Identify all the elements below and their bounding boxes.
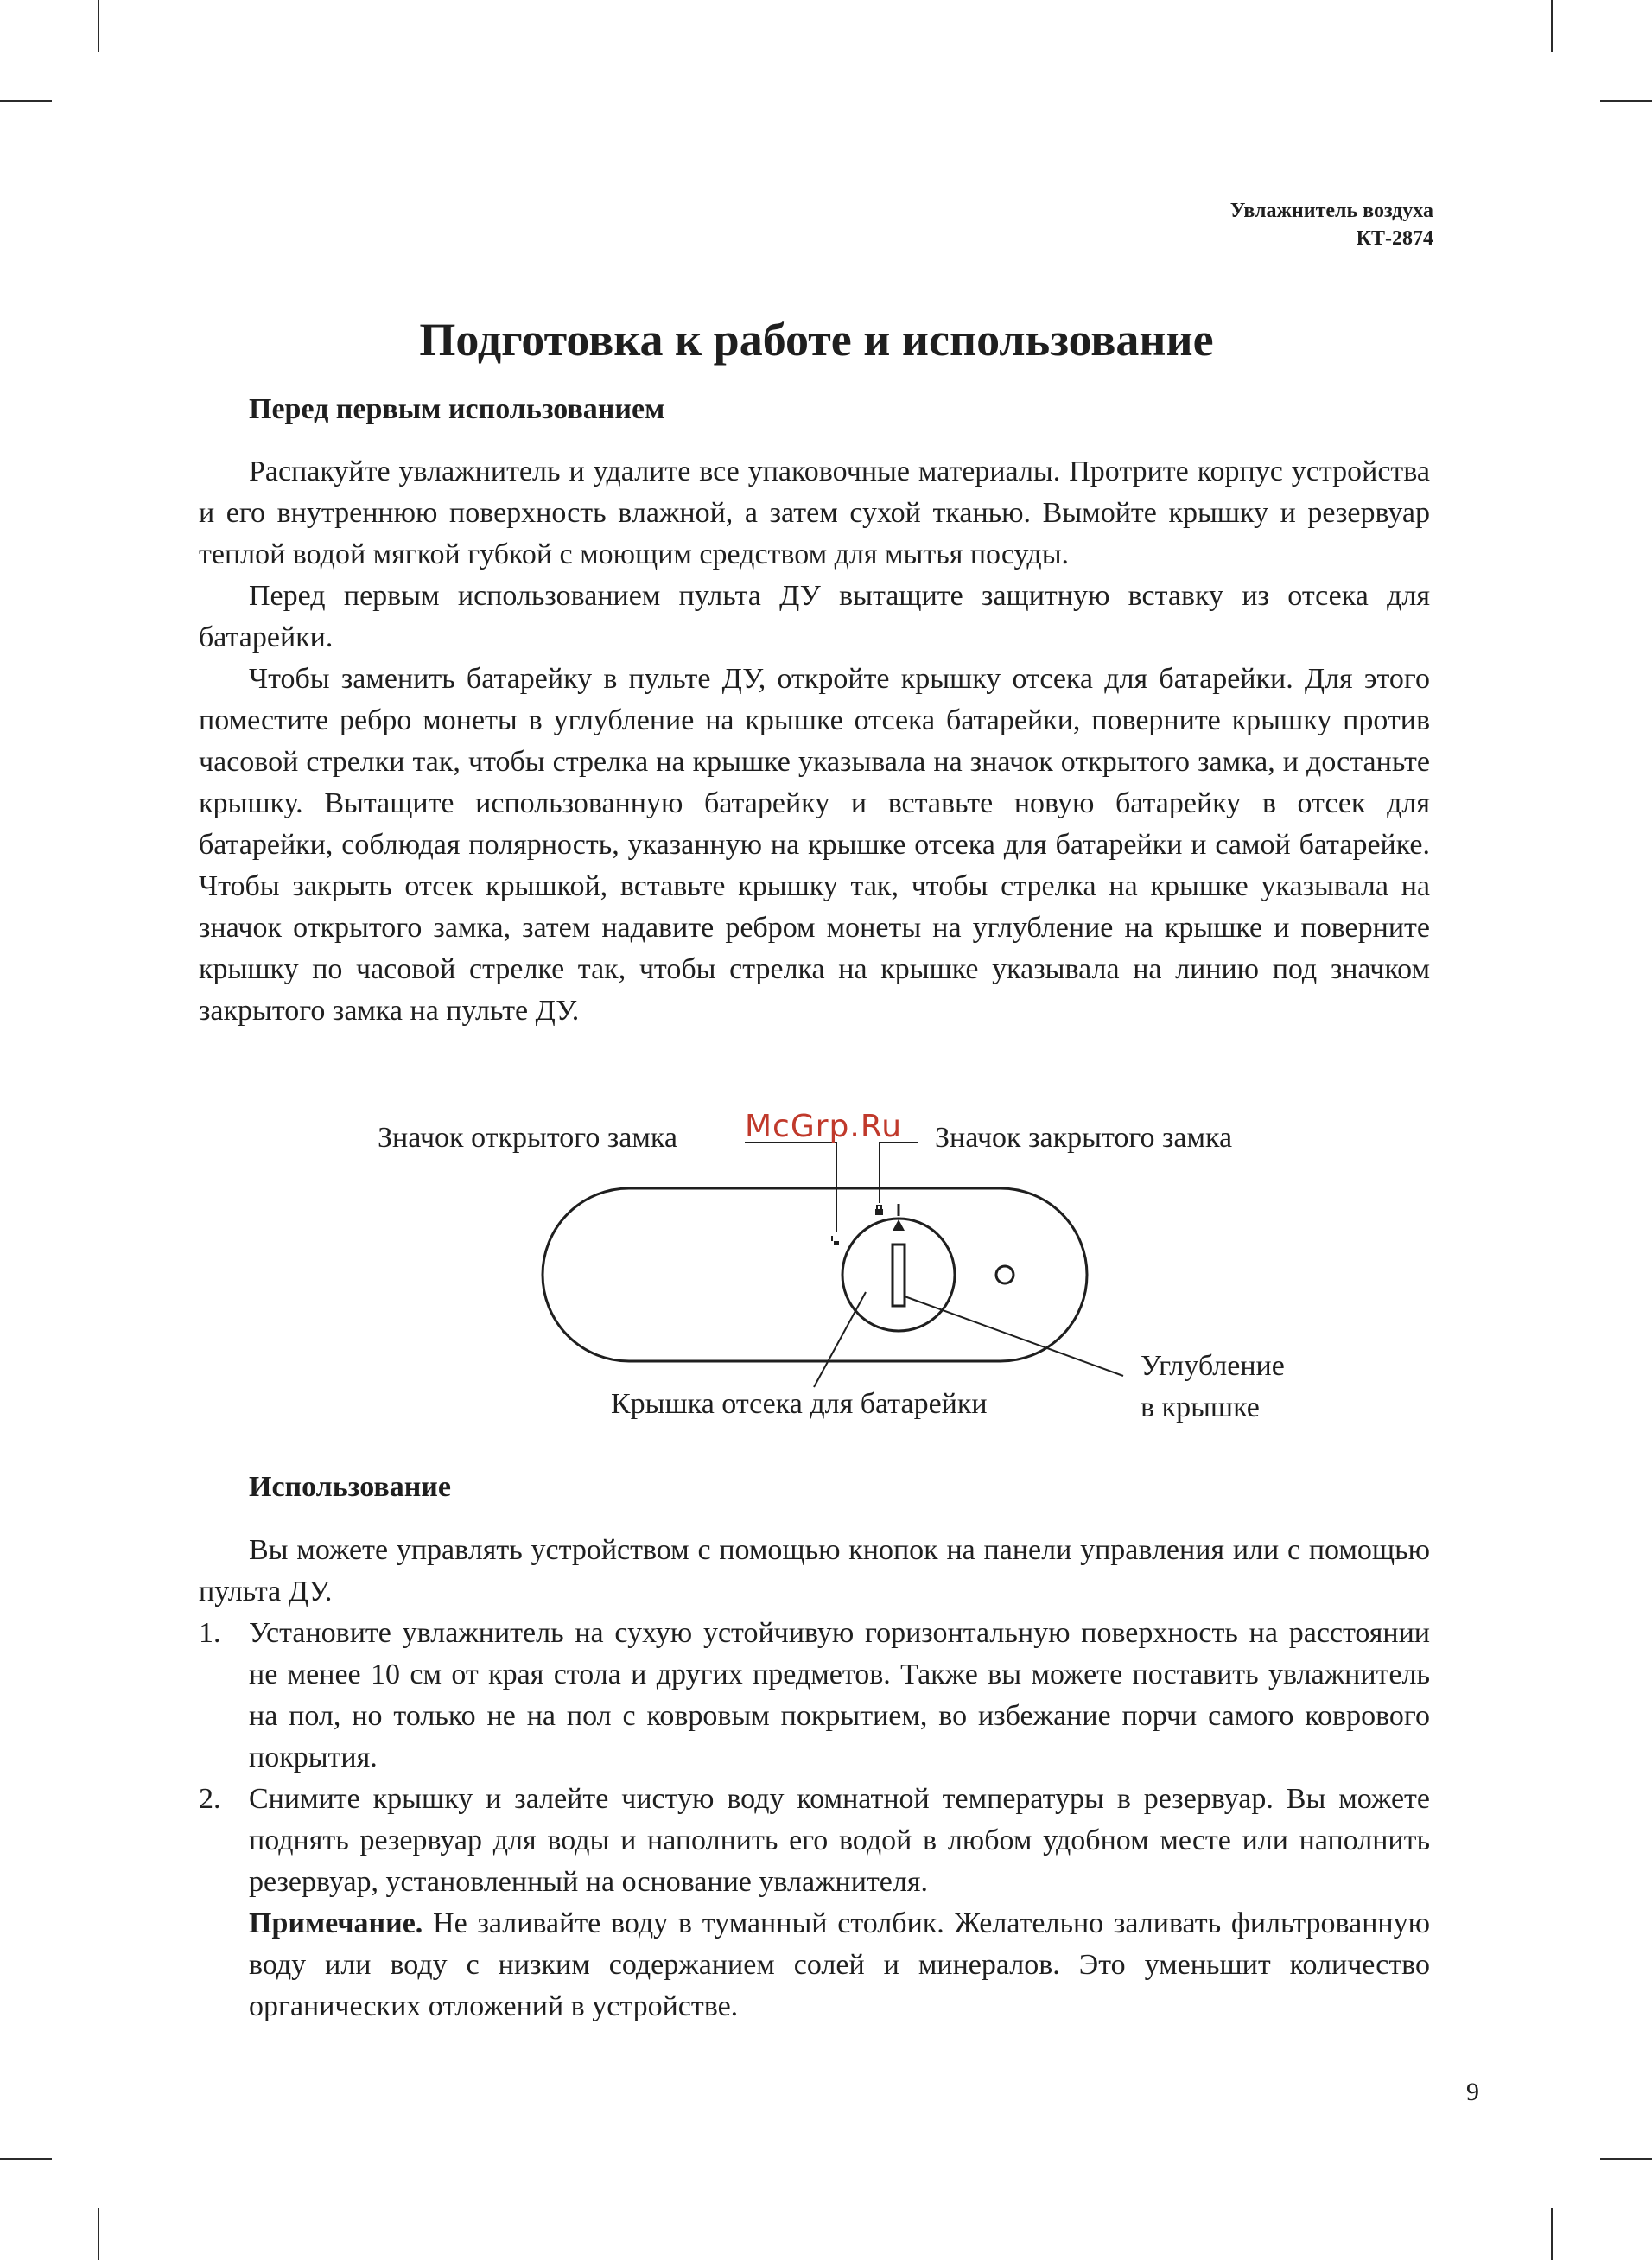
- closed-lock-icon: [875, 1206, 883, 1215]
- label-recess-line1: Углубление: [1141, 1350, 1285, 1382]
- note-label: Примечание.: [249, 1907, 423, 1939]
- section-heading-before-first-use: Перед первым использованием: [249, 393, 665, 425]
- note: [249, 1903, 1430, 2028]
- page-number: 9: [1466, 2078, 1479, 2106]
- header-product: Увлажнитель воздуха: [1229, 200, 1433, 222]
- remote-body-outline: [543, 1188, 1087, 1361]
- cover-recess-slot: [893, 1245, 905, 1306]
- paragraph: Перед первым использованием пульта ДУ вытащите защитную вставку из отсека для батарейки.: [199, 580, 1430, 653]
- list-item-number: 2.: [199, 1783, 221, 1815]
- paragraph: Вы можете управлять устройством с помощью кнопок на панели управления или с помощью пульта ДУ.: [199, 1534, 1430, 1607]
- list-item: [199, 1613, 1430, 1779]
- label-closed-lock: Значок закрытого замка: [935, 1122, 1233, 1154]
- leader-line-recess: [905, 1296, 1123, 1376]
- watermark: McGrp.Ru: [745, 1109, 903, 1144]
- list-item-number: 1.: [199, 1617, 221, 1649]
- list-item-text: Установите увлажнитель на сухую устойчивую горизонтальную поверхность на расстоянии не менее 10 см от края стола и других предметов. Также вы можете поставить увлажнитель на пол, но только не на пол с ковровым покрытием, во избежание порчи самого коврового покрытия.: [249, 1617, 1430, 1773]
- header-model: КТ-2874: [1356, 227, 1433, 250]
- note-text: Не заливайте воду в туманный столбик. Желательно заливать фильтрованную воду или воду с низким содержанием солей и минералов. Это уменьшит количество органических отложений в устройстве.: [249, 1907, 1430, 2022]
- label-recess-line2: в крышке: [1141, 1391, 1260, 1423]
- page-title: Подготовка к работе и использование: [419, 314, 1214, 366]
- paragraph: Распакуйте увлажнитель и удалите все упаковочные материалы. Протрите корпус устройства и его внутреннюю поверхность влажной, а затем сухой тканью. Вымойте крышку и резервуар теплой водой мягкой губкой с моющим средством для мытья посуды.: [199, 455, 1430, 570]
- open-lock-icon: [832, 1236, 839, 1245]
- list-item-text: Снимите крышку и залейте чистую воду комнатной температуры в резервуар. Вы можете поднять резервуар для воды и наполнить его водой в любом удобном месте или наполнить резервуар, установленный на основание увлажнителя.: [249, 1783, 1430, 1898]
- leader-line-cover: [814, 1292, 866, 1387]
- section-heading-usage: Использование: [249, 1471, 451, 1503]
- label-open-lock: Значок открытого замка: [378, 1122, 677, 1154]
- list-item: [199, 1779, 1430, 2028]
- remote-button-dot: [996, 1266, 1013, 1283]
- cover-arrow-icon: [893, 1219, 905, 1231]
- section-usage: [199, 1530, 1430, 2028]
- leader-line-closed-lock: [880, 1143, 918, 1203]
- paragraph: Чтобы заменить батарейку в пульте ДУ, откройте крышку отсека для батарейки. Для этого поместите ребро монеты в углубление на крышке отсека батарейки, поверните крышку против часовой стрелки так, чтобы стрелка на крышке указывала на значок открытого замка, и достаньте крышку. Вытащите использованную батарейку и вставьте новую батарейку в отсек для батарейки, соблюдая полярность, указанную на крышке отсека для батарейки и самой батарейке. Чтобы закрыть отсек крышкой, вставьте крышку так, чтобы стрелка на крышке указывала на значок открытого замка, затем надавите ребром монеты на углубление на крышке и поверните крышку по часовой стрелке так, чтобы стрелка на крышке указывала на линию под значком закрытого замка на пульте ДУ.: [199, 663, 1430, 1027]
- label-battery-cover: Крышка отсека для батарейки: [611, 1388, 988, 1420]
